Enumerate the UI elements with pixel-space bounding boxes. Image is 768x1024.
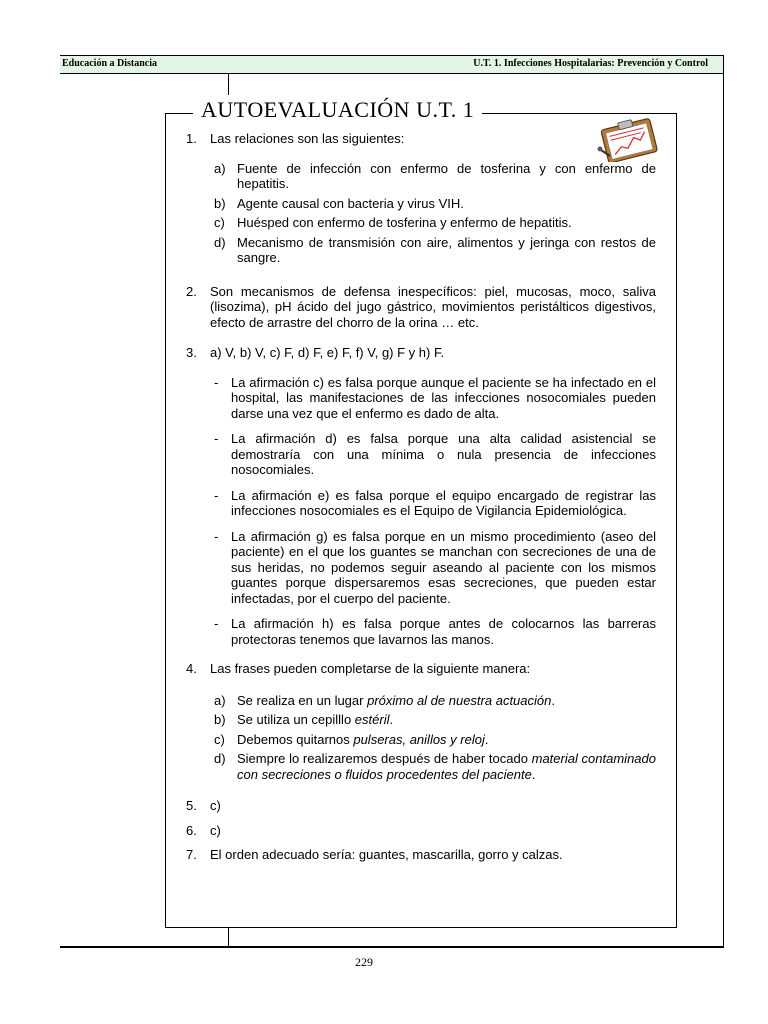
answer-2: [186, 284, 656, 331]
section-title: AUTOEVALUACIÓN U.T. 1: [193, 95, 482, 125]
sub-answer: [186, 712, 656, 728]
sub-answer: [186, 235, 656, 266]
sub-letter: b): [214, 712, 226, 727]
sub-letter: d): [214, 751, 226, 766]
sub-letter: c): [214, 731, 225, 747]
sub-text-italic: pulseras, anillos y reloj: [353, 731, 485, 747]
footer-rule: [60, 946, 724, 948]
right-margin-rule: [723, 55, 724, 947]
bottom-vertical-rule: [228, 928, 229, 948]
sub-letter: a): [214, 160, 226, 176]
sub-answer: [186, 693, 656, 709]
sub-text: Siempre lo realizaremos después de haber tocado: [237, 751, 532, 766]
answer-text: Las frases pueden completarse de la siguiente manera:: [210, 661, 531, 676]
header-left: Educación a Distancia: [62, 58, 158, 69]
explanation-text: La afirmación g) es falsa porque en un mismo procedimiento (aseo del paciente) en el que los guantes se manchan con secreciones de una de sus heridas, no podemos seguir aseando al paciente con los mismos guantes porque dispersaremos esas secreciones, que pueden estar infectadas, por el cuerpo del paciente.: [231, 528, 656, 606]
sub-letter: b): [214, 195, 226, 211]
explanation: [186, 529, 656, 607]
answer-number: 7.: [186, 847, 197, 862]
sub-letter: c): [214, 215, 225, 230]
dash-bullet: -: [214, 616, 219, 631]
dash-bullet: -: [214, 431, 219, 446]
explanation-text: La afirmación c) es falsa porque aunque el paciente se ha infectado en el hospital, las manifestaciones de las infecciones nosocomiales pueden darse una vez que el enfermo es dado de alta.: [231, 374, 656, 421]
explanation-text: La afirmación e) es falsa porque el equipo encargado de registrar las infecciones nosocomiales es el Equipo de Vigilancia Epidemiológica.: [231, 487, 656, 518]
answer-text: c): [210, 798, 221, 813]
sub-text: Agente causal con bacteria y virus VIH.: [237, 195, 464, 211]
sub-text-end: .: [551, 692, 555, 708]
answer-1: [186, 131, 656, 147]
answer-text: Las relaciones son las siguientes:: [210, 131, 405, 146]
answer-3: [186, 345, 656, 361]
explanation: [186, 375, 656, 422]
answer-text: a) V, b) V, c) F, d) F, e) F, f) V, g) F y h) F.: [210, 345, 445, 360]
sub-answer: [186, 196, 656, 212]
explanation: [186, 616, 656, 647]
sub-text: Se utiliza un cepilllo: [237, 712, 355, 727]
answer-text: El orden adecuado sería: guantes, mascarilla, gorro y calzas.: [210, 847, 563, 862]
sub-text-italic: próximo al de nuestra actuación: [367, 692, 552, 708]
answers-list: [186, 131, 656, 863]
answer-number: 4.: [186, 661, 197, 676]
sub-text: Se realiza en un lugar: [237, 692, 368, 708]
answer-number: 1.: [186, 131, 197, 146]
sub-text: Fuente de infección con enfermo de tosferina y con enfermo de hepatitis.: [237, 160, 656, 191]
answer-6: [186, 823, 656, 839]
answer-number: 2.: [186, 283, 197, 299]
answer-number: 3.: [186, 345, 197, 360]
sub-answer: [186, 161, 656, 192]
answer-5: [186, 798, 656, 814]
answer-4: [186, 661, 656, 677]
answer-text: c): [210, 822, 221, 838]
page-number: 229: [355, 955, 373, 969]
answer-number: 5.: [186, 798, 197, 813]
dash-bullet: -: [214, 528, 219, 544]
running-header: [60, 55, 724, 74]
answer-text: Son mecanismos de defensa inespecíficos: piel, mucosas, moco, saliva (lisozima), pH ácido del jugo gástrico, movimientos peristálticos digestivos, efecto de arrastre del chorro de la orina … etc.: [210, 283, 656, 330]
sub-answer: [186, 732, 656, 748]
dash-bullet: -: [214, 487, 219, 503]
sub-text-italic: material contaminado con secreciones o fluidos procedentes del paciente: [237, 751, 656, 782]
sub-text: Debemos quitarnos: [237, 731, 354, 747]
sub-text-end: .: [389, 712, 394, 727]
dash-bullet: -: [214, 374, 219, 390]
sub-text: Huésped con enfermo de tosferina y enfermo de hepatitis.: [237, 215, 572, 230]
sub-letter: a): [214, 692, 226, 708]
sub-text-italic: estéril: [354, 712, 390, 727]
explanation: [186, 488, 656, 519]
answer-number: 6.: [186, 822, 197, 838]
sub-letter: d): [214, 234, 226, 250]
explanation: [186, 431, 656, 478]
sub-text: Mecanismo de transmisión con aire, alimentos y jeringa con restos de sangre.: [237, 234, 656, 265]
explanation-text: La afirmación h) es falsa porque antes de colocarnos las barreras protectoras tenemos que lavarnos las manos.: [231, 616, 656, 647]
sub-text-end: .: [531, 766, 536, 782]
header-right: U.T. 1. Infecciones Hospitalarias: Prevención y Control: [473, 58, 708, 69]
answer-7: [186, 847, 656, 863]
sub-text-end: .: [484, 731, 489, 747]
sub-answer: [186, 751, 656, 782]
sub-answer: [186, 215, 656, 231]
explanation-text: La afirmación d) es falsa porque una alta calidad asistencial se demostraría con una mínima o nula presencia de infecciones nosocomiales.: [231, 431, 656, 477]
